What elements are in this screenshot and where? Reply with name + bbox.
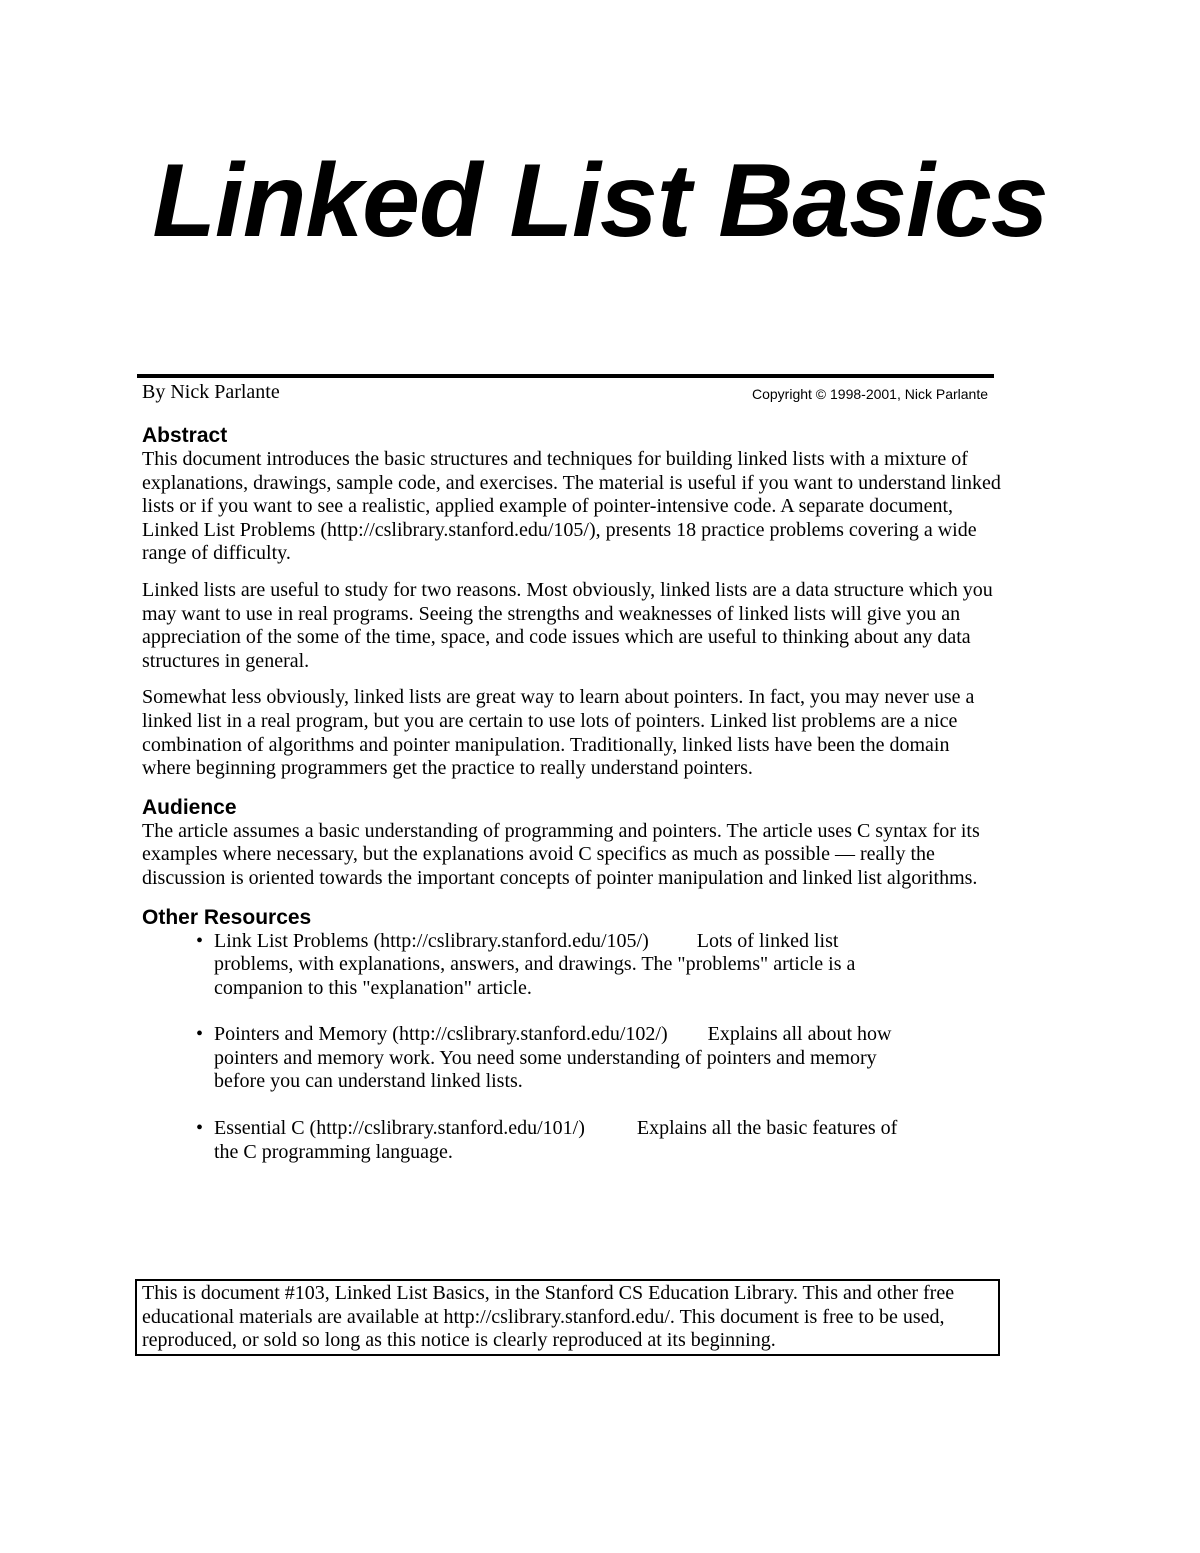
bullet-icon: • <box>196 1023 204 1046</box>
audience-section <box>142 796 1002 891</box>
resource-description: Explains all the basic features of the C programming language. <box>214 1117 898 1163</box>
title-divider <box>137 374 994 378</box>
author-byline: By Nick Parlante <box>142 381 280 403</box>
abstract-paragraph: Linked lists are useful to study for two reasons. Most obviously, linked lists are a data structure which you may want to use in real programs. Seeing the strengths and weaknesses of linked lists will give you an appreciation of the some of the time, space, and code issues which are useful to thinking about any data structures in general. <box>142 578 993 672</box>
resources-list <box>142 930 914 1165</box>
resource-link[interactable]: Essential C (http://cslibrary.stanford.edu/101/) <box>214 1117 585 1140</box>
audience-paragraph: The article assumes a basic understanding of programming and pointers. The article uses C syntax for its examples where necessary, but the explanations avoid C specifics as much as possible — really the discussion is oriented towards the important concepts of pointer manipulation and linked list algorithms. <box>142 819 980 889</box>
abstract-section <box>142 424 1002 781</box>
copyright-notice: Copyright © 1998-2001, Nick Parlante <box>752 386 988 402</box>
page-title <box>0 142 1200 260</box>
resource-description: Lots of linked list problems, with explanations, answers, and drawings. The "problems" article is a companion to this "explanation" article. <box>214 929 856 999</box>
resource-link[interactable]: Link List Problems (http://cslibrary.stanford.edu/105/) <box>214 929 649 952</box>
resources-heading: Other Resources <box>142 905 312 929</box>
resources-section <box>142 906 1002 1165</box>
resource-item <box>194 1117 914 1164</box>
library-notice-box: This is document #103, Linked List Basics, in the Stanford CS Education Library. This and other free educational materials are available at http://cslibrary.stanford.edu/. This document is free to be used, reproduced, or sold so long as this notice is clearly reproduced at its beginning. <box>135 1279 1000 1356</box>
title-text: Linked List Basics <box>152 143 1048 259</box>
abstract-paragraph: This document introduces the basic structures and techniques for building linked lists with a mixture of explanations, drawings, sample code, and exercises. The material is useful if you want to understand linked lists or if you want to see a realistic, applied example of pointer-intensive code. A separate document, Linked List Problems (http://cslibrary.stanford.edu/105/), presents 18 practice problems covering a wide range of difficulty. <box>142 448 1001 565</box>
document-body <box>142 424 1002 1164</box>
abstract-paragraph: Somewhat less obviously, linked lists are great way to learn about pointers. In fact, you may never use a linked list in a real program, but you are certain to use lots of pointers. Linked list problems are a nice combination of algorithms and pointer manipulation. Traditionally, linked lists have been the domain where beginning programmers get the practice to really understand pointers. <box>142 686 975 780</box>
bullet-icon: • <box>196 1117 204 1140</box>
resource-description: Explains all about how pointers and memory work. You need some understanding of pointers and memory before you can understand linked lists. <box>214 1023 892 1093</box>
resource-item <box>194 1023 914 1094</box>
resource-item <box>194 930 914 1001</box>
audience-heading: Audience <box>142 795 237 819</box>
abstract-heading: Abstract <box>142 424 228 447</box>
resource-link[interactable]: Pointers and Memory (http://cslibrary.stanford.edu/102/) <box>214 1023 668 1046</box>
bullet-icon: • <box>196 929 204 952</box>
